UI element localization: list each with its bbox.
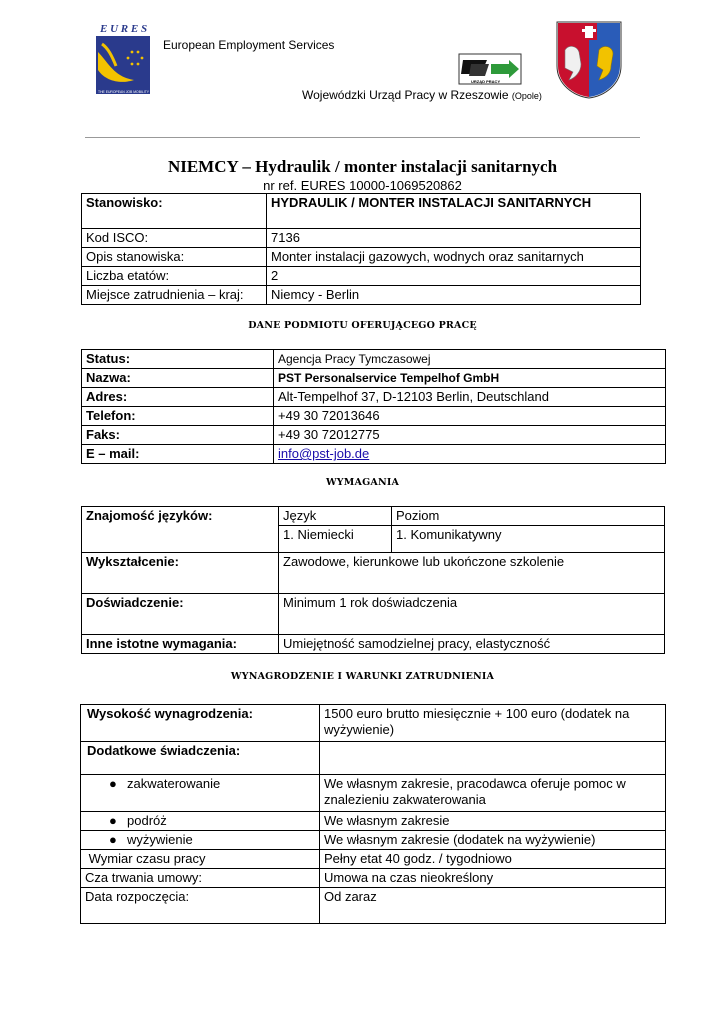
travel-label xyxy=(81,812,320,831)
benefits-value xyxy=(320,742,666,775)
pay-label: Wysokość wynagrodzenia: xyxy=(81,705,320,742)
table-row xyxy=(82,594,665,635)
positions-count-label: Liczba etatów: xyxy=(82,267,267,286)
table-row xyxy=(82,553,665,594)
experience-value: Minimum 1 rok doświadczenia xyxy=(279,594,665,635)
hours-value: Pełny etat 40 godz. / tygodniowo xyxy=(320,850,666,869)
salary-table xyxy=(80,704,666,924)
fax-label: Faks: xyxy=(82,426,274,445)
phone-label: Telefon: xyxy=(82,407,274,426)
header-divider xyxy=(85,137,640,138)
podkarpackie-crest xyxy=(555,20,623,100)
location-value: Niemcy - Berlin xyxy=(267,286,641,305)
description-label: Opis stanowiska: xyxy=(82,248,267,267)
experience-label: Doświadczenie: xyxy=(82,594,279,635)
benefits-label: Dodatkowe świadczenia: xyxy=(81,742,320,775)
start-value: Od zaraz xyxy=(320,888,666,924)
requirements-heading: WYMAGANIA xyxy=(325,477,400,488)
wup-logo xyxy=(457,52,523,86)
table-row xyxy=(82,388,666,407)
page-title: NIEMCY – Hydraulik / monter instalacji sanitarnych xyxy=(167,157,558,176)
start-label: Data rozpoczęcia: xyxy=(81,888,320,924)
phone-value: +49 30 72013646 xyxy=(274,407,666,426)
table-row xyxy=(82,407,666,426)
email-label: E – mail: xyxy=(82,445,274,464)
requirements-table xyxy=(81,506,665,654)
table-row xyxy=(82,350,666,369)
table-row xyxy=(82,286,641,305)
name-value: PST Personalservice Tempelhof GmbH xyxy=(274,369,666,388)
food-text: wyżywienie xyxy=(127,832,193,847)
eures-logo xyxy=(88,22,158,102)
position-label: Stanowisko: xyxy=(82,194,267,229)
wup-text xyxy=(302,88,542,102)
education-value: Zawodowe, kierunkowe lub ukończone szkolenie xyxy=(279,553,665,594)
table-row xyxy=(81,831,666,850)
languages-label: Znajomość języków: xyxy=(82,507,279,553)
table-row xyxy=(81,742,666,775)
fax-value: +49 30 72012775 xyxy=(274,426,666,445)
table-row xyxy=(82,445,666,464)
language-value: 1. Niemiecki xyxy=(279,526,392,553)
hours-label: Wymiar czasu pracy xyxy=(81,850,320,869)
bullet-icon: ● xyxy=(109,832,117,847)
table-row xyxy=(82,194,641,229)
svg-text:THE EUROPEAN JOB MOBILITY PORT: THE EUROPEAN JOB MOBILITY PORTAL xyxy=(98,90,158,94)
table-row xyxy=(82,507,665,526)
table-row xyxy=(81,888,666,924)
education-label: Wykształcenie: xyxy=(82,553,279,594)
accommodation-label xyxy=(81,775,320,812)
address-label: Adres: xyxy=(82,388,274,407)
isco-value: 7136 xyxy=(267,229,641,248)
table-row xyxy=(81,850,666,869)
table-row xyxy=(81,705,666,742)
travel-text: podróż xyxy=(127,813,167,828)
positions-count-value: 2 xyxy=(267,267,641,286)
svg-text:E U R E S: E U R E S xyxy=(100,23,148,35)
table-row xyxy=(82,248,641,267)
bullet-icon: ● xyxy=(109,776,117,791)
food-value: We własnym zakresie (dodatek na wyżywienie) xyxy=(320,831,666,850)
svg-text:URZĄD PRACY: URZĄD PRACY xyxy=(471,79,501,84)
accommodation-value: We własnym zakresie, pracodawca oferuje pomoc w znalezieniu zakwaterowania xyxy=(320,775,666,812)
travel-value: We własnym zakresie xyxy=(320,812,666,831)
status-label: Status: xyxy=(82,350,274,369)
email-link[interactable]: info@pst-job.de xyxy=(278,446,370,461)
duration-label: Cza trwania umowy: xyxy=(81,869,320,888)
level-value: 1. Komunikatywny xyxy=(392,526,665,553)
description-value: Monter instalacji gazowych, wodnych oraz sanitarnych xyxy=(267,248,641,267)
table-row xyxy=(82,635,665,654)
accommodation-text: zakwaterowanie xyxy=(127,776,221,791)
table-row xyxy=(82,229,641,248)
employer-heading: DANE PODMIOTU OFERUJĄCEGO PRACĘ xyxy=(248,320,477,331)
lang-col-language: Język xyxy=(279,507,392,526)
other-requirements-label: Inne istotne wymagania: xyxy=(82,635,279,654)
table-row xyxy=(81,812,666,831)
status-value: Agencja Pracy Tymczasowej xyxy=(274,350,666,369)
wup-note: (Opole) xyxy=(511,91,542,101)
employer-table xyxy=(81,349,666,464)
table-row xyxy=(82,267,641,286)
wup-name: Wojewódzki Urząd Pracy w Rzeszowie xyxy=(302,88,509,102)
pay-value: 1500 euro brutto miesięcznie + 100 euro (dodatek na wyżywienie) xyxy=(320,705,666,742)
position-value: HYDRAULIK / MONTER INSTALACJI SANITARNYCH xyxy=(267,194,641,229)
lang-col-level: Poziom xyxy=(392,507,665,526)
table-row xyxy=(82,369,666,388)
salary-heading: WYNAGRODZENIE I WARUNKI ZATRUDNIENIA xyxy=(230,671,495,682)
duration-value: Umowa na czas nieokreślony xyxy=(320,869,666,888)
reference-number: nr ref. EURES 10000-1069520862 xyxy=(263,178,462,193)
isco-label: Kod ISCO: xyxy=(82,229,267,248)
ees-text: European Employment Services xyxy=(163,38,335,52)
bullet-icon: ● xyxy=(109,813,117,828)
table-row xyxy=(81,775,666,812)
address-value: Alt-Tempelhof 37, D-12103 Berlin, Deutschland xyxy=(274,388,666,407)
table-row xyxy=(82,426,666,445)
job-table xyxy=(81,193,641,305)
name-label: Nazwa: xyxy=(82,369,274,388)
location-label: Miejsce zatrudnienia – kraj: xyxy=(82,286,267,305)
other-requirements-value: Umiejętność samodzielnej pracy, elastyczność xyxy=(279,635,665,654)
food-label xyxy=(81,831,320,850)
email-cell xyxy=(274,445,666,464)
table-row xyxy=(81,869,666,888)
